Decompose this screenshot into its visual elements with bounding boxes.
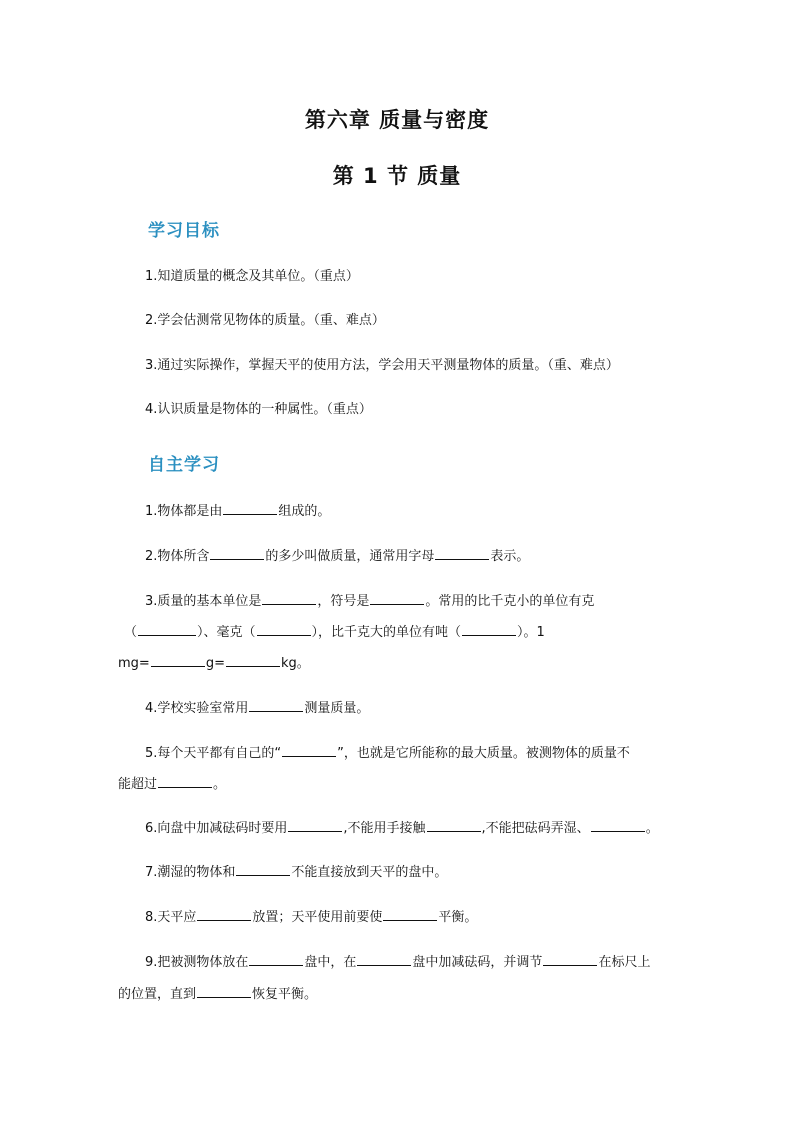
answer-blank[interactable] (282, 743, 336, 757)
question-7: 7.潮湿的物体和 不能直接放到天平的盘中。 (145, 862, 447, 882)
answer-blank[interactable] (370, 591, 424, 605)
answer-blank[interactable] (462, 622, 516, 636)
goal-item-2: 2.学会估测常见物体的质量。（重、难点） (145, 313, 385, 328)
answer-blank[interactable] (288, 818, 342, 832)
question-8: 8.天平应 放置；天平使用前要使 平衡。 (145, 907, 477, 927)
answer-blank[interactable] (197, 907, 251, 921)
answer-blank[interactable] (197, 984, 251, 998)
answer-blank[interactable] (262, 591, 316, 605)
answer-blank[interactable] (236, 862, 290, 876)
answer-blank[interactable] (257, 622, 311, 636)
question-3-units: mg= g= kg。 (118, 653, 310, 673)
goal-item-4: 4.认识质量是物体的一种属性。（重点） (145, 402, 372, 417)
answer-blank[interactable] (435, 546, 489, 560)
answer-blank[interactable] (158, 774, 212, 788)
answer-blank[interactable] (138, 622, 196, 636)
answer-blank[interactable] (357, 952, 411, 966)
answer-blank[interactable] (543, 952, 597, 966)
goals-heading: 学习目标 (148, 221, 220, 241)
question-4: 4.学校实验室常用 测量质量。 (145, 698, 369, 718)
question-5: 5.每个天平都有自己的“ ”，也就是它所能称的最大质量。被测物体的质量不 (145, 743, 630, 763)
goal-item-3: 3.通过实际操作，掌握天平的使用方法，学会用天平测量物体的质量。（重、难点） (145, 358, 619, 373)
question-3: 3.质量的基本单位是 ，符号是 。常用的比千克小的单位有克 (145, 591, 594, 611)
answer-blank[interactable] (383, 907, 437, 921)
goal-item-1: 1.知道质量的概念及其单位。（重点） (145, 269, 359, 284)
answer-blank[interactable] (427, 818, 481, 832)
answer-blank[interactable] (249, 952, 303, 966)
chapter-title: 第六章 质量与密度 (304, 108, 490, 132)
section-title: 第 1 节 质量 (332, 164, 462, 188)
answer-blank[interactable] (591, 818, 645, 832)
self-study-heading: 自主学习 (148, 455, 220, 475)
answer-blank[interactable] (151, 653, 205, 667)
question-9: 9.把被测物体放在 盘中，在 盘中加减砝码，并调节 在标尺上 (145, 952, 650, 972)
answer-blank[interactable] (226, 653, 280, 667)
question-9-cont: 的位置，直到 恢复平衡。 (118, 984, 317, 1004)
question-6: 6.向盘中加减砝码时要用 ,不能用手接触 ,不能把砝码弄湿、 。 (145, 818, 659, 838)
question-1: 1.物体都是由 组成的。 (145, 501, 330, 521)
answer-blank[interactable] (223, 501, 277, 515)
answer-blank[interactable] (249, 698, 303, 712)
question-5-cont: 能超过 。 (118, 774, 226, 794)
answer-blank[interactable] (210, 546, 264, 560)
question-2: 2.物体所含 的多少叫做质量，通常用字母 表示。 (145, 546, 529, 566)
question-3-cont: （ ）、毫克（ ），比千克大的单位有吨（ ）。1 (124, 622, 545, 642)
